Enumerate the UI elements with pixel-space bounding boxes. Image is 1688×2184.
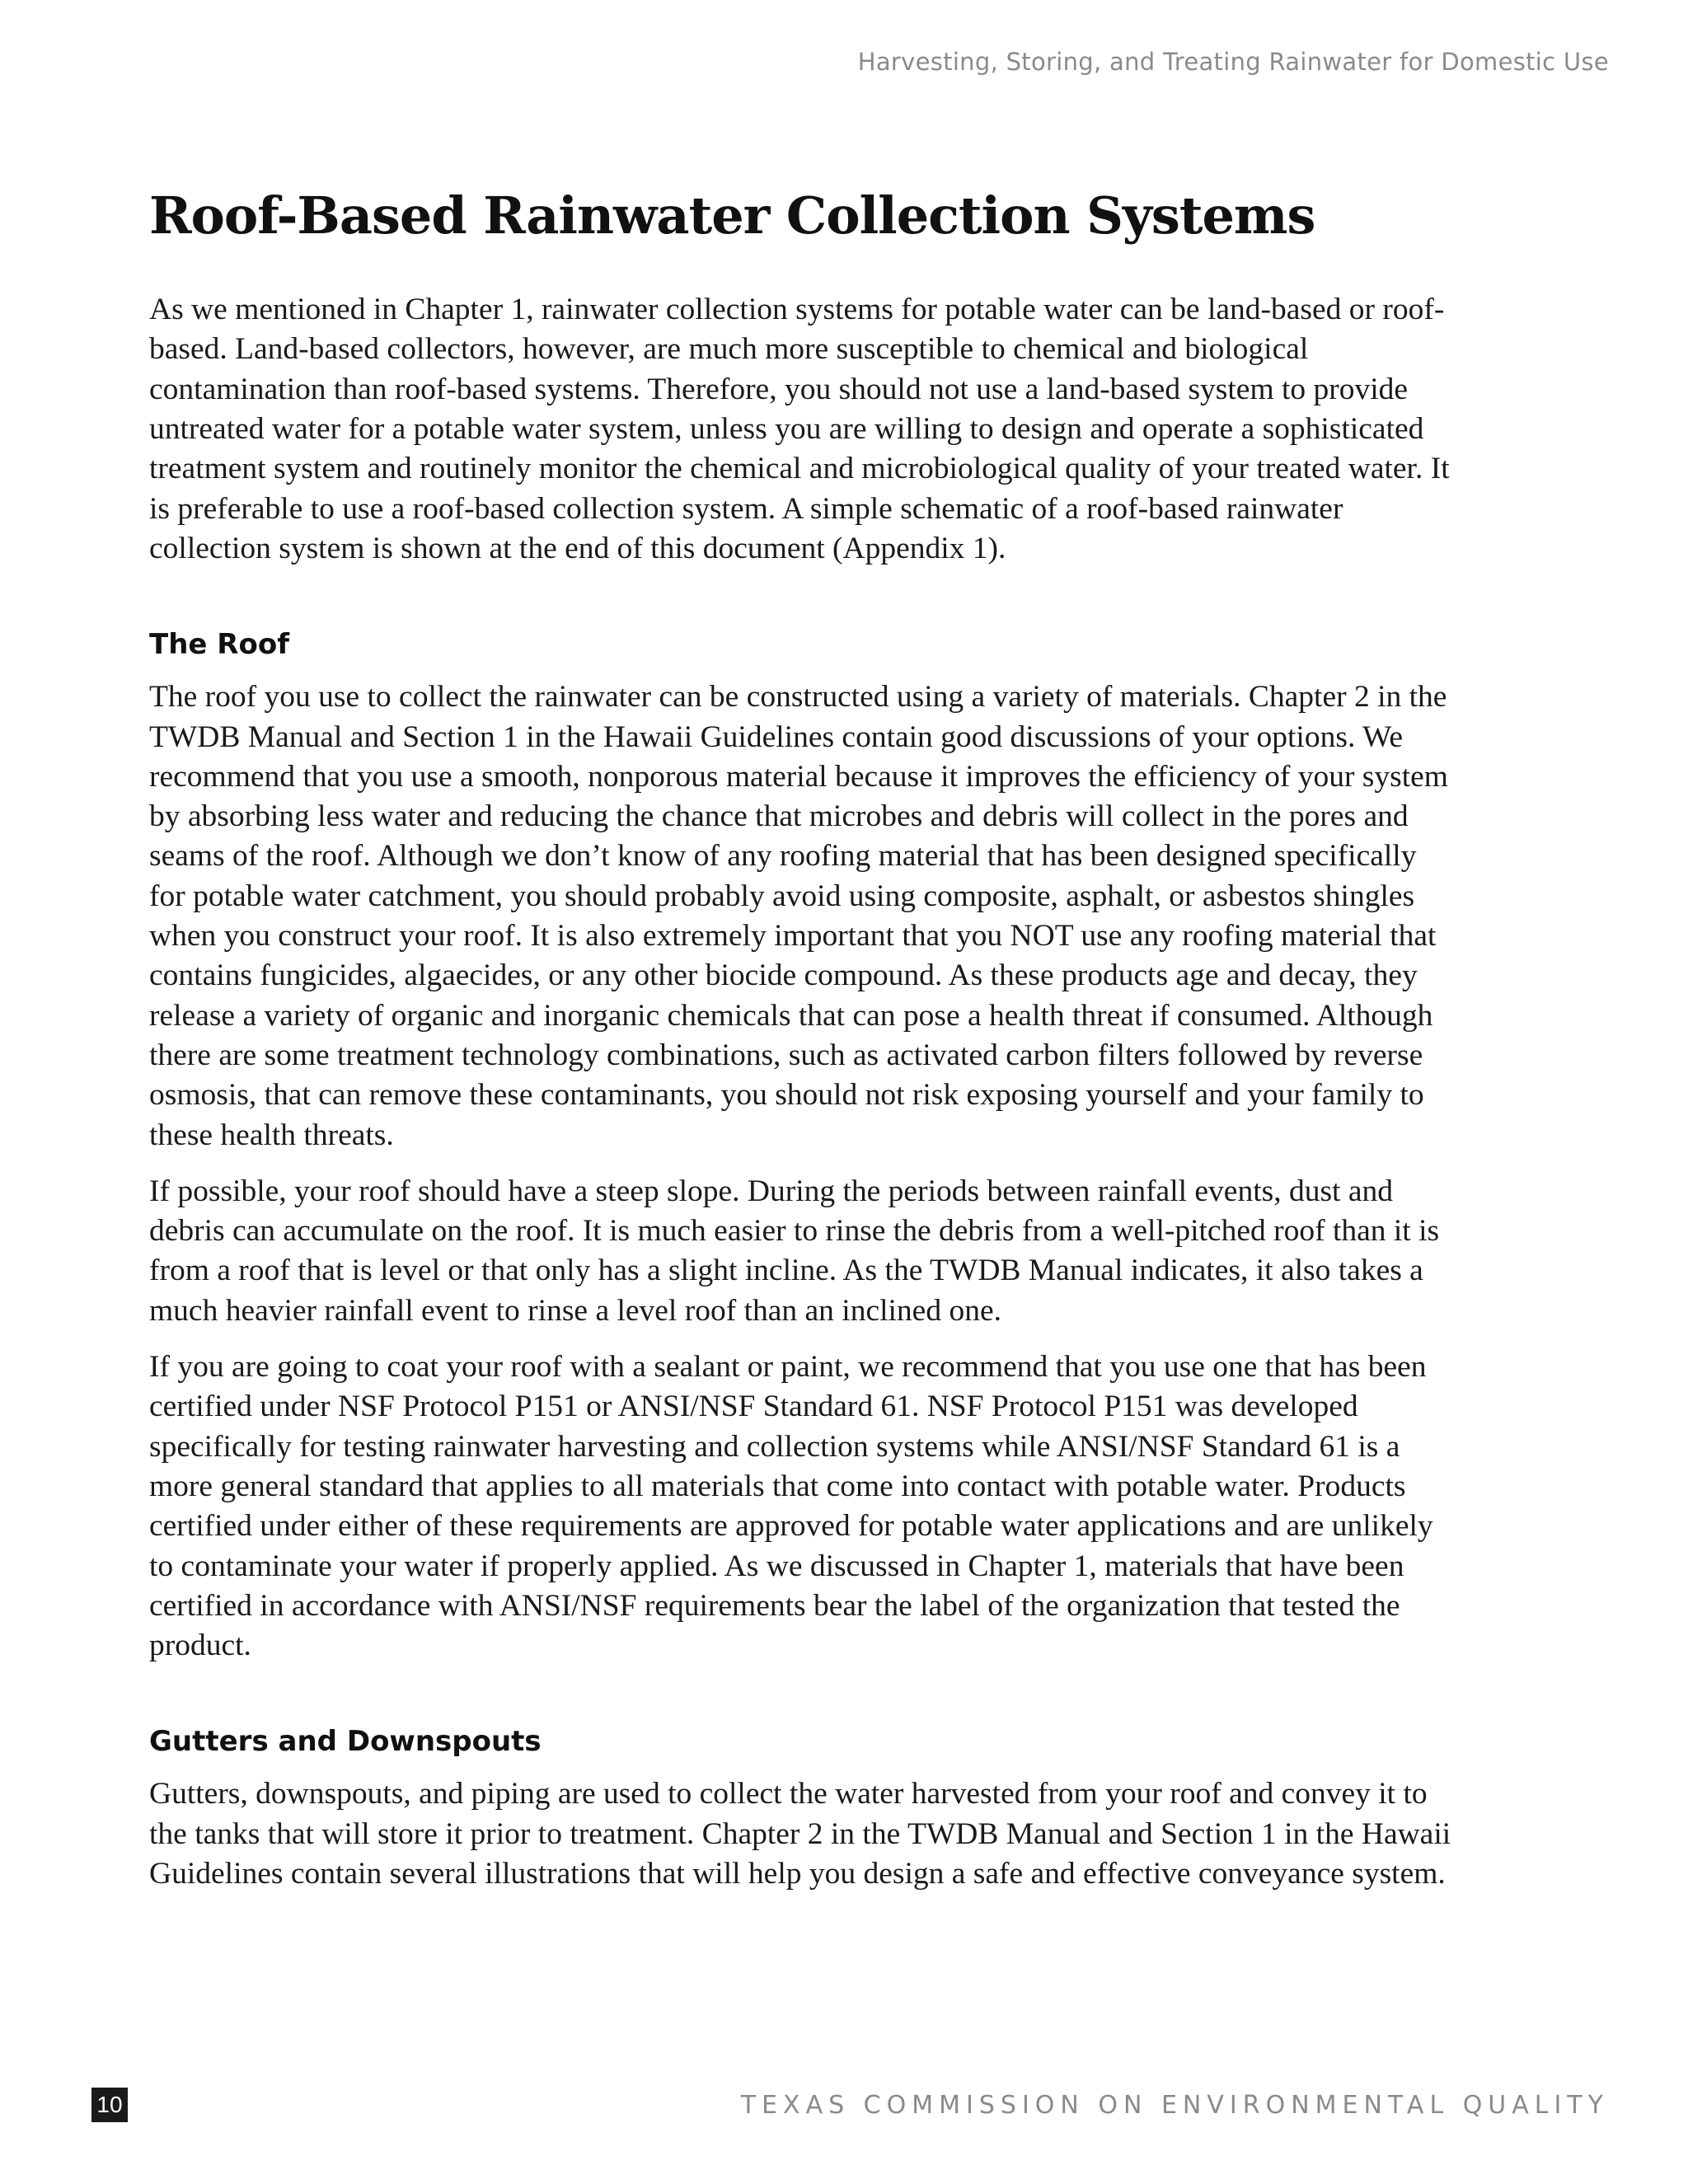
section-the-roof bbox=[149, 628, 1451, 1666]
roof-paragraph-slope: If possible, your roof should have a steep slope. During the periods between rainfall events, dust and debris can accumulate on the roof. It is much easier to rinse the debris from a well-pitched roof than it is from a roof that is level or that only has a slight incline. As the TWDB Manual indicates, it also takes a much heavier rainfall event to rinse a level roof than an inclined one. bbox=[149, 1174, 1440, 1328]
page-number: 10 bbox=[91, 2088, 128, 2122]
page-title: Roof-Based Rainwater Collection Systems bbox=[149, 185, 1315, 246]
section-heading-gutters-downspouts: Gutters and Downspouts bbox=[149, 1725, 542, 1759]
gutters-paragraph: Gutters, downspouts, and piping are used to collect the water harvested from your roof and convey it to the tanks that will store it prior to treatment. Chapter 2 in the TWDB Manual and Section 1 in the Hawaii Guidelines contain several illustrations that will help you design a safe and effective conveyance system. bbox=[149, 1777, 1451, 1891]
roof-paragraph-materials: The roof you use to collect the rainwater can be constructed using a variety of materials. Chapter 2 in the TWDB Manual and Section 1 in the Hawaii Guidelines contain good discussions of your options. We recommend that you use a smooth, nonporous material because it improves the efficiency of your system by absorbing less water and reducing the chance that microbes and debris will collect in the pores and seams of the roof. Although we don’t know of any roofing material that has been designed specifically for potable water catchment, you should probably avoid using composite, asphalt, or asbestos shingles when you construct your roof. It is also extremely important that you NOT use any roofing material that contains fungicides, algaecides, or any other biocide compound. As these products age and decay, they release a variety of organic and inorganic chemicals that can pose a health threat if consumed. Although there are some treatment technology combinations, such as activated carbon filters followed by reverse osmosis, that can remove these contaminants, you should not risk exposing yourself and your family to these health threats. bbox=[149, 680, 1448, 1152]
section-heading-the-roof: The Roof bbox=[149, 628, 289, 662]
page-content bbox=[149, 185, 1451, 1910]
section-spacer bbox=[149, 585, 1451, 628]
running-header: Harvesting, Storing, and Treating Rainwater for Domestic Use bbox=[857, 48, 1609, 76]
footer-organization: TEXAS COMMISSION ON ENVIRONMENTAL QUALITY bbox=[740, 2091, 1609, 2120]
section-gutters-downspouts bbox=[149, 1725, 1451, 1894]
section-spacer bbox=[149, 1682, 1451, 1725]
intro-paragraph: As we mentioned in Chapter 1, rainwater collection systems for potable water can be land-based or roof-based. Land-based collectors, however, are much more susceptible to chemical and biological contamination than roof-based systems. Therefore, you should not use a land-based system to provide untreated water for a potable water system, unless you are willing to design and operate a sophisticated treatment system and routinely monitor the chemical and microbiological quality of your treated water. It is preferable to use a roof-based collection system. A simple schematic of a roof-based rainwater collection system is shown at the end of this document (Appendix 1). bbox=[149, 293, 1450, 565]
roof-paragraph-sealant: If you are going to coat your roof with a sealant or paint, we recommend that you use one that has been certified under NSF Protocol P151 or ANSI/NSF Standard 61. NSF Protocol P151 was developed specifically for testing rainwater harvesting and collection systems while ANSI/NSF Standard 61 is a more general standard that applies to all materials that come into contact with potable water. Products certified under either of these requirements are approved for potable water applications and are unlikely to contaminate your water if properly applied. As we discussed in Chapter 1, materials that have been certified in accordance with ANSI/NSF requirements bear the label of the organization that tested the product. bbox=[149, 1350, 1433, 1663]
